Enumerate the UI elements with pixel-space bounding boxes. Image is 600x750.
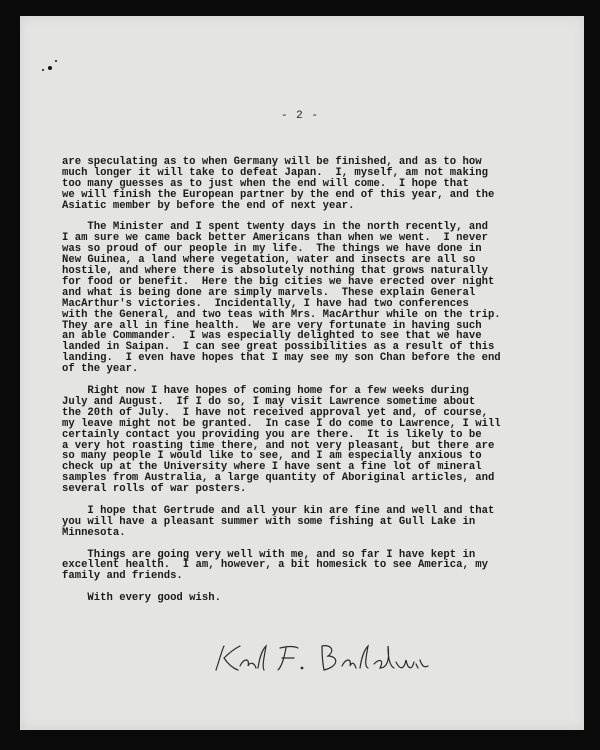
text-line: the 20th of July. I have not received approval yet and, of course, <box>62 406 488 419</box>
text-line: and what is being done are simply marvels. These explain General <box>62 286 476 299</box>
text-line: Things are going very well with me, and so far I have kept in <box>62 548 476 561</box>
paragraph <box>62 222 582 375</box>
text-line: With every good wish. <box>62 592 221 605</box>
text-line: we will finish the European partner by the end of this year, and the <box>62 188 495 201</box>
paragraph <box>62 157 582 212</box>
text-line: my leave might not be granted. In case I do come to Lawrence, I will <box>62 417 501 430</box>
text-line: you will have a pleasant summer with some fishing at Gull Lake in <box>62 515 476 528</box>
letter-body <box>62 157 582 615</box>
text-line: Minnesota. <box>62 526 126 539</box>
text-line: hostile, and where there is absolutely nothing that grows naturally <box>62 265 488 278</box>
text-line: was so proud of our people in my life. The things we have done in <box>62 243 482 256</box>
paragraph <box>62 386 582 495</box>
ink-speck <box>48 66 52 70</box>
text-line: landed in Saipan. I can see great possibilities as a result of this <box>62 341 495 354</box>
text-line: an able Commander. I was especially delighted to see that we have <box>62 330 482 343</box>
text-line: I am sure we came back better Americans than when we went. I never <box>62 232 488 245</box>
paragraph <box>62 506 582 539</box>
ink-speck <box>42 69 44 71</box>
text-line: MacArthur's victories. Incidentally, I have had two conferences <box>62 297 469 310</box>
text-line: check up at the University where I have sent a fine lot of mineral <box>62 461 482 474</box>
text-line: excellent health. I am, however, a bit homesick to see America, my <box>62 559 488 572</box>
text-line: a very hot roasting time there, and not very pleasant, but there are <box>62 439 495 452</box>
page-number: - 2 - <box>280 110 319 122</box>
text-line: are speculating as to when Germany will be finished, and as to how <box>62 156 482 168</box>
text-line: Right now I have hopes of coming home for a few weeks during <box>62 385 469 397</box>
text-line: landing. I even have hopes that I may see my son Chan before the end <box>62 352 501 365</box>
text-line: I hope that Gertrude and all your kin are fine and well and that <box>62 504 495 517</box>
signature <box>210 640 430 685</box>
text-line: of the year. <box>62 363 139 376</box>
paragraph <box>62 593 582 604</box>
paragraph <box>62 550 582 583</box>
text-line: samples from Australia, a large quantity of Aboriginal articles, and <box>62 472 495 485</box>
text-line: Asiatic member by before the end of next year. <box>62 199 355 212</box>
text-line: too many guesses as to just when the end will come. I hope that <box>62 177 469 190</box>
signature-image <box>210 640 430 680</box>
text-line: so many people I would like to see, and I am especially anxious to <box>62 450 482 463</box>
text-line: several rolls of war posters. <box>62 483 247 496</box>
text-line: New Guinea, a land where vegetation, water and insects are all so <box>62 254 476 267</box>
text-line: much longer it will take to defeat Japan. I, myself, am not making <box>62 166 488 179</box>
text-line: certainly contact you providing you are there. It is likely to be <box>62 428 482 441</box>
ink-speck <box>55 60 57 62</box>
text-line: with the General, and two teas with Mrs. MacArthur while on the trip. <box>62 308 501 321</box>
text-line: family and friends. <box>62 570 183 583</box>
text-line: for food or benefit. Here the big cities we have erected over night <box>62 275 495 288</box>
text-line: July and August. If I do so, I may visit Lawrence sometime about <box>62 395 476 408</box>
text-line: The Minister and I spent twenty days in the north recently, and <box>62 221 488 234</box>
text-line: They are all in fine health. We are very fortunate in having such <box>62 319 482 332</box>
